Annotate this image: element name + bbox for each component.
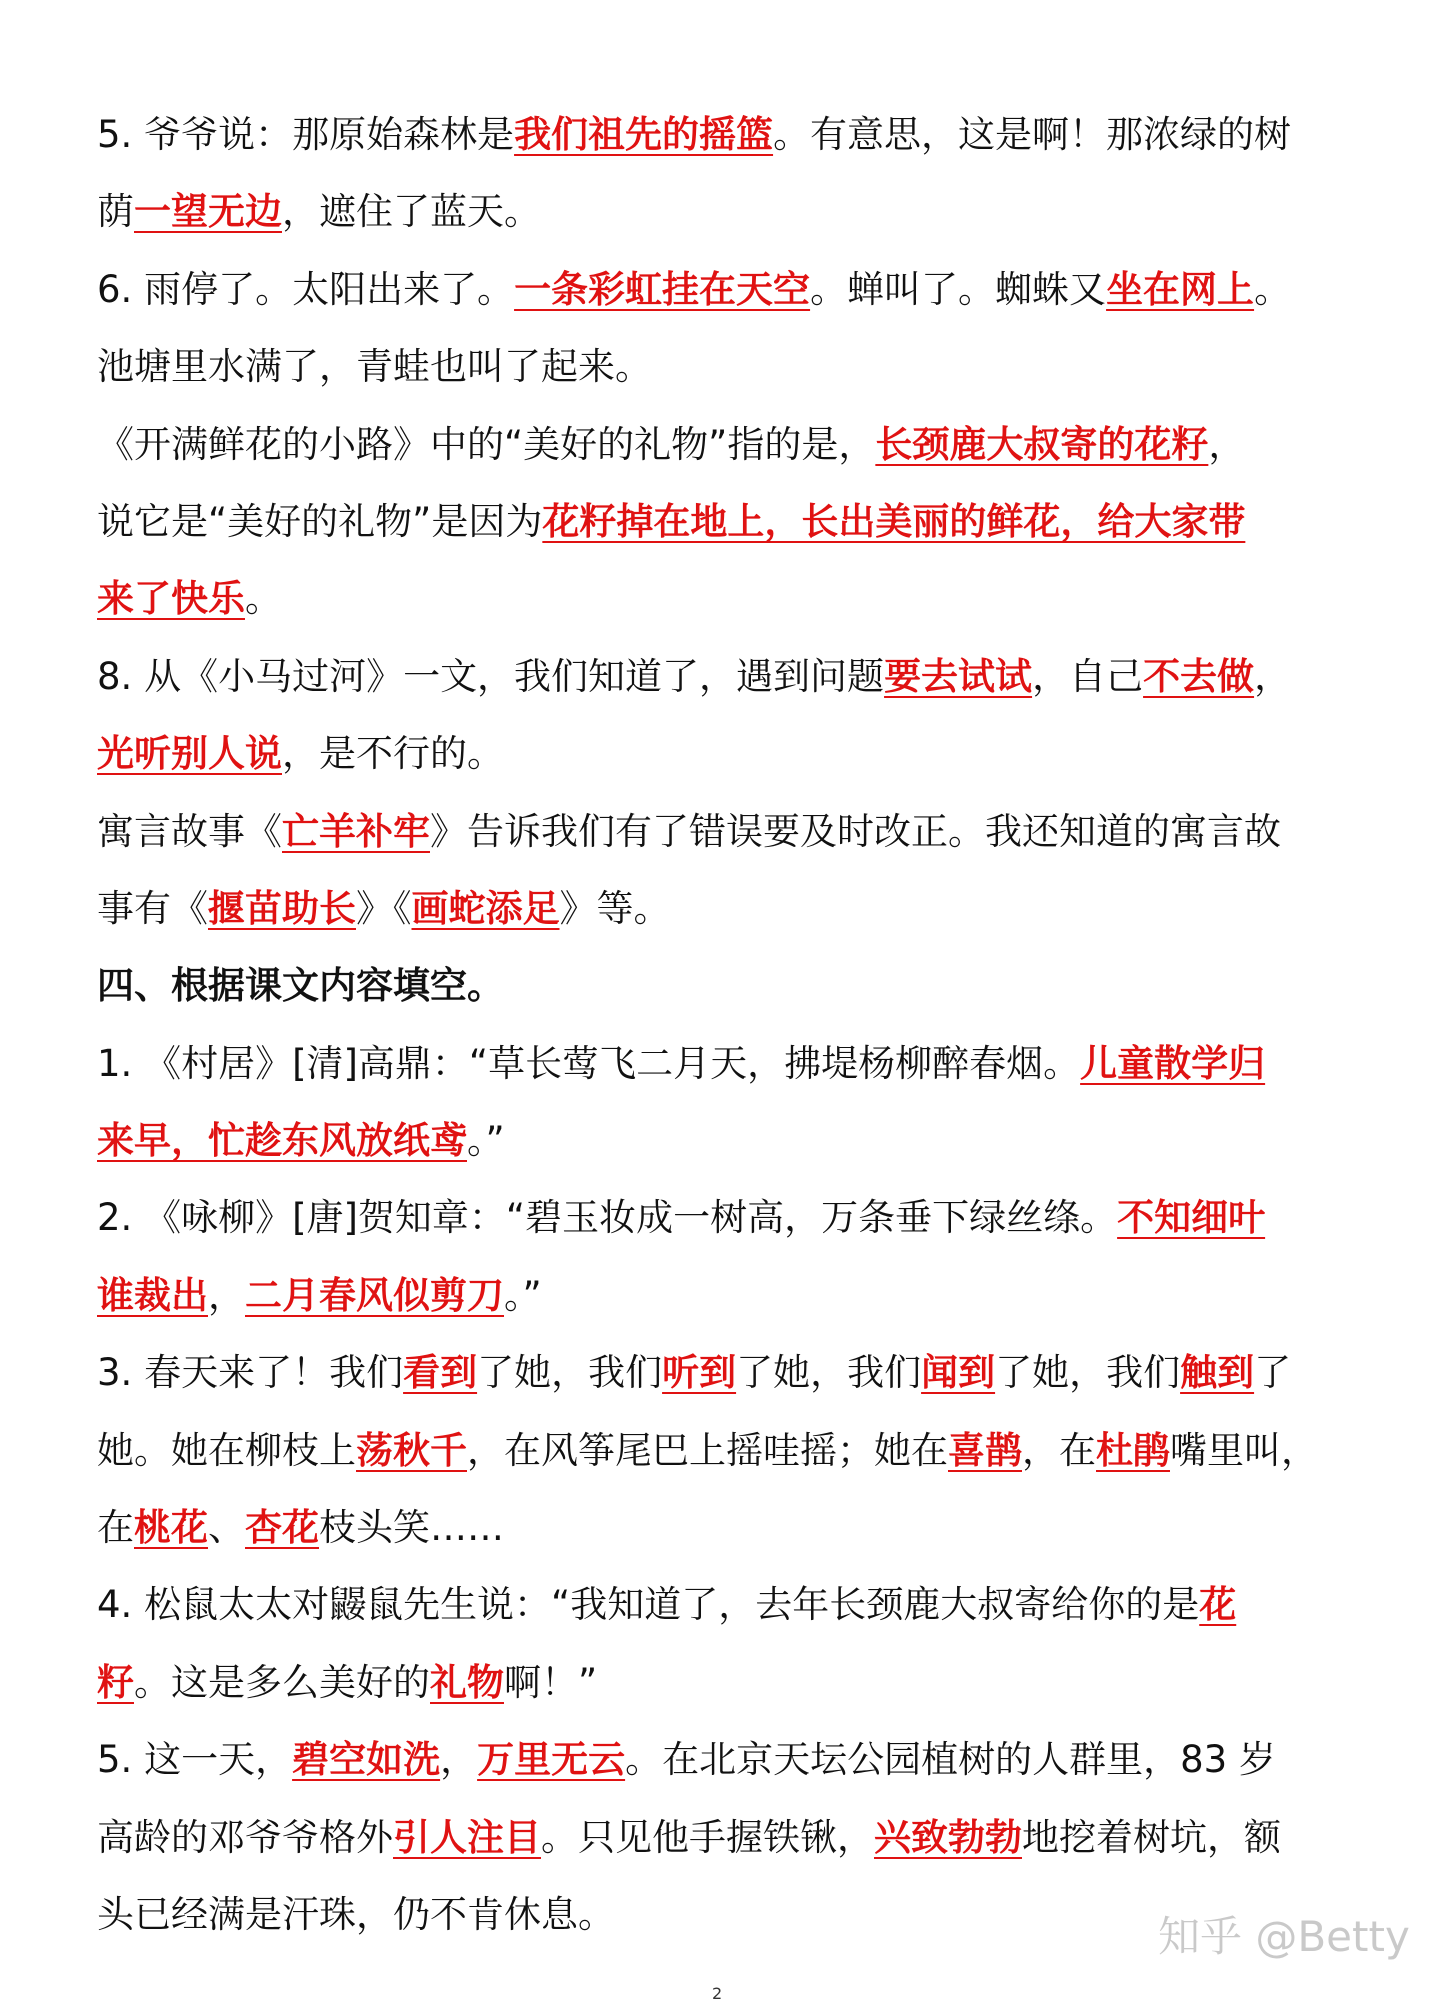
body-text: 。” <box>467 1119 505 1163</box>
body-text: 四、根据课文内容填空。 <box>97 964 504 1008</box>
body-text: 。” <box>504 1273 542 1317</box>
answer-text: 闻到 <box>921 1351 996 1395</box>
body-text: ，是不行的。 <box>282 732 504 776</box>
answer-text: 碧空如洗 <box>292 1738 441 1782</box>
answer-text: 听到 <box>662 1351 737 1395</box>
answer-text: 引人注目 <box>393 1815 541 1859</box>
text-line <box>97 1257 1347 1334</box>
body-text: 3. 春天来了！我们 <box>97 1351 404 1395</box>
answer-text: 荡秋千 <box>356 1428 467 1472</box>
answer-text: 兴致勃勃 <box>874 1815 1022 1859</box>
answer-text: 来了快乐 <box>97 577 245 621</box>
text-line <box>97 251 1347 328</box>
body-text: ， <box>208 1273 245 1317</box>
text-line <box>97 1179 1347 1256</box>
worksheet-content <box>97 96 1347 1953</box>
text-line <box>97 328 1347 405</box>
text-line <box>97 173 1347 250</box>
body-text: ，在 <box>1022 1428 1096 1472</box>
body-text: 。蝉叫了。蜘蛛又 <box>810 267 1107 311</box>
text-line <box>97 483 1347 560</box>
body-text: 事有《 <box>97 886 208 930</box>
text-line <box>97 1102 1347 1179</box>
body-text: 说它是“美好的礼物”是因为 <box>97 499 543 543</box>
body-text: 。在北京天坛公园植树的人群里，83 岁 <box>625 1738 1276 1782</box>
body-text: 荫 <box>97 190 134 234</box>
body-text: 枝头笑…… <box>319 1506 504 1550</box>
body-text: 。有意思，这是啊！那浓绿的树 <box>773 113 1292 156</box>
body-text: ， <box>440 1738 478 1782</box>
text-line <box>97 715 1347 792</box>
body-text: 《开满鲜花的小路》中的“美好的礼物”指的是， <box>97 422 876 466</box>
body-text: 、 <box>208 1506 245 1550</box>
answer-text: 触到 <box>1180 1351 1255 1395</box>
text-line <box>97 1566 1347 1643</box>
text-line <box>97 560 1347 637</box>
answer-text: 喜鹊 <box>948 1428 1022 1472</box>
text-line <box>97 793 1347 870</box>
answer-text: 来早，忙趁东风放纸鸢 <box>97 1119 467 1163</box>
body-text: 了她，我们 <box>736 1351 922 1395</box>
answer-text: 一条彩虹挂在天空 <box>514 267 811 311</box>
answer-text: 礼物 <box>430 1660 504 1704</box>
answer-text: 看到 <box>403 1351 478 1395</box>
body-text: 嘴里叫， <box>1170 1428 1318 1472</box>
answer-text: 杜鹃 <box>1096 1428 1170 1472</box>
answer-text: 坐在网上 <box>1106 267 1255 311</box>
body-text: ，在风筝尾巴上摇哇摇；她在 <box>467 1428 948 1472</box>
body-text: 》等。 <box>559 886 671 930</box>
body-text: 了她，我们 <box>477 1351 663 1395</box>
body-text: 寓言故事《 <box>97 809 282 853</box>
answer-text: 桃花 <box>134 1506 208 1550</box>
body-text: ，自己 <box>1032 654 1144 698</box>
answer-text: 万里无云 <box>477 1738 626 1782</box>
body-text: ， <box>1254 654 1292 698</box>
body-text: 池塘里水满了，青蛙也叫了起来。 <box>97 345 652 389</box>
answer-text: 要去试试 <box>884 654 1033 698</box>
answer-text: 不去做 <box>1143 654 1255 698</box>
body-text: 在 <box>97 1506 134 1550</box>
text-line <box>97 1334 1347 1411</box>
body-text: 啊！” <box>504 1660 598 1704</box>
answer-text: 长颈鹿大叔寄的花籽 <box>875 422 1209 466</box>
body-text: 》告诉我们有了错误要及时改正。我还知道的寓言故 <box>430 809 1281 853</box>
answer-text: 揠苗助长 <box>208 886 356 930</box>
body-text: 5. 这一天， <box>97 1738 293 1782</box>
answer-text: 花 <box>1199 1583 1237 1627</box>
body-text: 1. 《村居》[清]高鼎：“草长莺飞二月天，拂堤杨柳醉春烟。 <box>97 1041 1081 1085</box>
answer-text: 谁裁出 <box>97 1273 208 1317</box>
body-text: 。只见他手握铁锹， <box>541 1815 874 1859</box>
answer-text: 不知细叶 <box>1117 1196 1266 1240</box>
body-text: 了 <box>1254 1351 1292 1395</box>
answer-text: 杏花 <box>245 1506 319 1550</box>
page-number: 2 <box>712 1984 723 2003</box>
body-text: 了她，我们 <box>995 1351 1181 1395</box>
answer-text: 籽 <box>97 1660 134 1704</box>
body-text: 8. 从《小马过河》一文，我们知道了，遇到问题 <box>97 654 885 698</box>
answer-text: 一望无边 <box>134 190 282 234</box>
answer-text: 儿童散学归 <box>1080 1041 1266 1085</box>
text-line <box>97 1721 1347 1798</box>
body-text: ， <box>1208 422 1246 466</box>
text-line <box>97 638 1347 715</box>
text-line <box>97 1644 1347 1721</box>
body-text: 她。她在柳枝上 <box>97 1428 356 1472</box>
body-text: 头已经满是汗珠，仍不肯休息。 <box>97 1892 615 1936</box>
text-line <box>97 96 1347 173</box>
body-text: 高龄的邓爷爷格外 <box>97 1815 393 1859</box>
text-line <box>97 1799 1347 1876</box>
body-text: 。 <box>1254 267 1292 311</box>
answer-text: 亡羊补牢 <box>282 809 430 853</box>
body-text: 》《 <box>356 886 412 930</box>
body-text: 2. 《咏柳》[唐]贺知章：“碧玉妆成一树高，万条垂下绿丝绦。 <box>97 1196 1118 1240</box>
answer-text: 二月春风似剪刀 <box>245 1273 504 1317</box>
body-text: 6. 雨停了。太阳出来了。 <box>97 267 515 311</box>
text-line <box>97 406 1347 483</box>
text-line <box>97 870 1347 947</box>
body-text: 地挖着树坑，额 <box>1022 1815 1281 1859</box>
zhihu-watermark: 知乎 @Betty <box>1158 1912 1410 1961</box>
answer-text: 花籽掉在地上，长出美丽的鲜花，给大家带 <box>542 499 1246 543</box>
answer-text: 光听别人说 <box>97 732 282 776</box>
answer-text: 我们祖先的摇篮 <box>514 113 774 156</box>
body-text: 。这是多么美好的 <box>134 1660 430 1704</box>
body-text: 4. 松鼠太太对鼹鼠先生说：“我知道了，去年长颈鹿大叔寄给你的是 <box>97 1583 1200 1627</box>
body-text: 。 <box>245 577 282 621</box>
text-line <box>97 1489 1347 1566</box>
body-text: ，遮住了蓝天。 <box>282 190 541 234</box>
section-heading <box>97 947 1347 1024</box>
body-text: 5. 爷爷说：那原始森林是 <box>97 113 515 156</box>
text-line <box>97 1412 1347 1489</box>
text-line <box>97 1025 1347 1102</box>
answer-text: 画蛇添足 <box>411 886 560 930</box>
